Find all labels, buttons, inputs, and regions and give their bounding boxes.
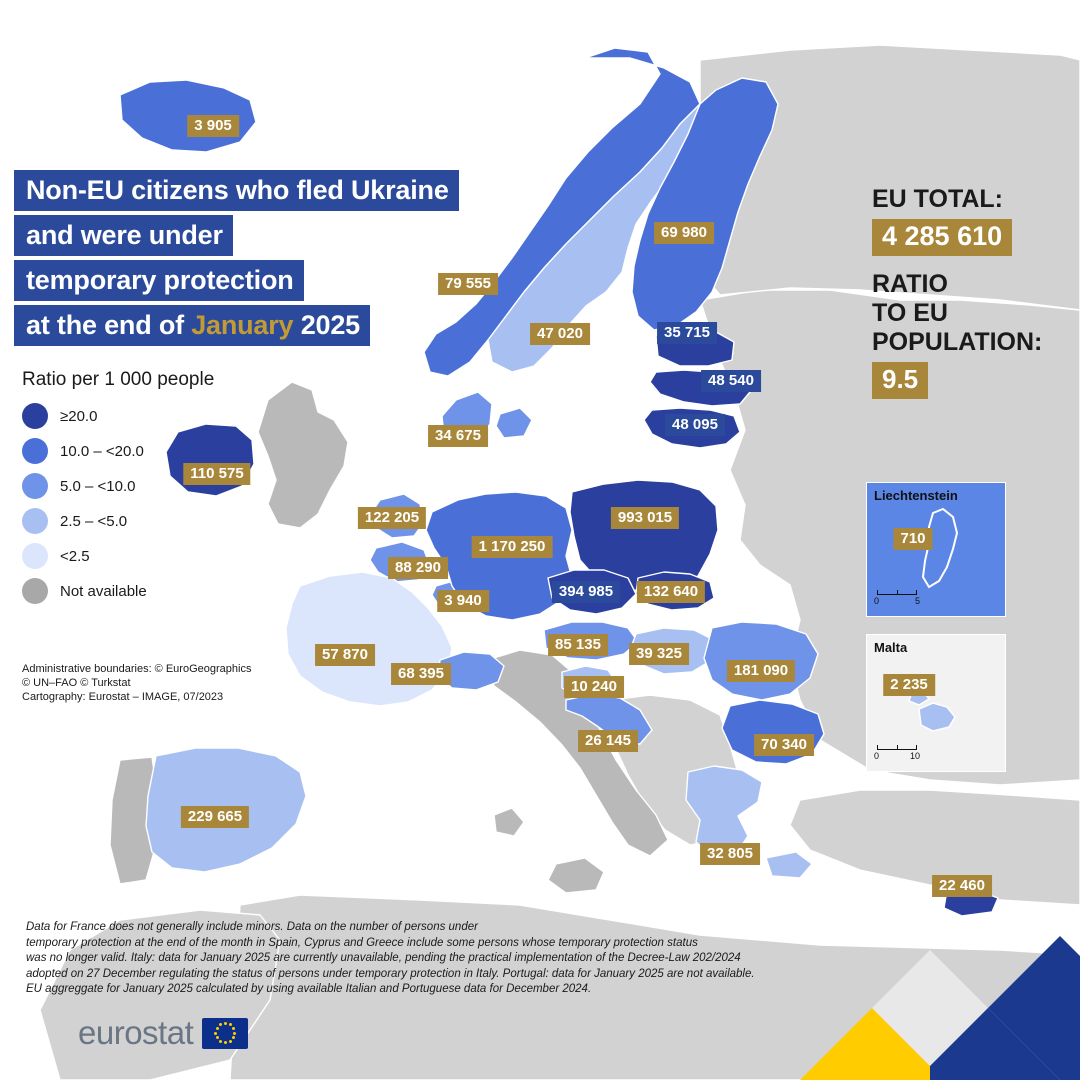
- legend-label-0: ≥20.0: [60, 407, 98, 425]
- title-line-3: temporary protection: [14, 260, 304, 301]
- bubble-hungary: 39 325: [629, 643, 689, 665]
- bubble-denmark: 34 675: [428, 425, 488, 447]
- bubble-spain: 229 665: [181, 806, 249, 828]
- ratio-value: 9.5: [872, 362, 928, 399]
- inset-liechtenstein: [866, 482, 1006, 617]
- legend-item-1: [22, 438, 272, 464]
- footnote: [26, 920, 826, 998]
- bubble-croatia: 26 145: [578, 730, 638, 752]
- legend-label-4: <2.5: [60, 547, 90, 565]
- title-block: [14, 170, 484, 350]
- bubble-greece: 32 805: [700, 843, 760, 865]
- bubble-norway: 79 555: [438, 273, 498, 295]
- scale-from: 0: [874, 596, 880, 606]
- inset-liechtenstein-label: Liechtenstein: [874, 488, 958, 503]
- bubble-luxembourg: 3 940: [437, 590, 489, 612]
- eu-total-label: EU TOTAL:: [872, 185, 1004, 213]
- eu-total-value: 4 285 610: [872, 219, 1012, 256]
- legend: [22, 368, 272, 613]
- legend-swatch-3: [22, 508, 48, 534]
- legend-title: Ratio per 1 000 people: [22, 369, 215, 390]
- legend-label-1: 10.0 – <20.0: [60, 442, 144, 460]
- bubble-slovenia: 10 240: [564, 676, 624, 698]
- credits: [22, 662, 352, 704]
- legend-swatch-0: [22, 403, 48, 429]
- footnote-line-3: was no longer valid. Italy: data for January 2025 are currently unavailable, pending the practical implementation of the Decree-Law 202/2024: [26, 952, 741, 964]
- legend-label-2: 5.0 – <10.0: [60, 477, 136, 495]
- bubble-lithuania: 48 095: [665, 414, 725, 436]
- title-line-2: and were under: [14, 215, 233, 256]
- legend-swatch-4: [22, 543, 48, 569]
- bubble-estonia: 35 715: [657, 322, 717, 344]
- footnote-line-1: Data for France does not generally include minors. Data on the number of persons under: [26, 921, 478, 933]
- title-line-1: Non-EU citizens who fled Ukraine: [14, 170, 459, 211]
- bubble-poland: 993 015: [611, 507, 679, 529]
- legend-swatch-5: [22, 578, 48, 604]
- credits-line-1: Administrative boundaries: © EuroGeographics: [22, 663, 252, 675]
- footnote-line-2: temporary protection at the end of the month in Spain, Cyprus and Greece include some persons whose temporary protection status: [26, 936, 698, 949]
- bubble-ireland: 110 575: [183, 463, 250, 485]
- footnote-line-4: adopted on 27 December regulating the status of persons under temporary protection in Italy. Portugal: data for January 2025 are not available.: [26, 967, 755, 980]
- eurostat-logo-text: eurostat: [78, 1014, 194, 1051]
- title-line-4: [14, 305, 370, 346]
- bubble-slovakia: 132 640: [637, 581, 705, 603]
- bubble-france: 57 870: [315, 644, 375, 666]
- bubble-bulgaria: 70 340: [754, 734, 814, 756]
- bubble-liechtenstein: 710: [893, 528, 932, 550]
- title-line-4-pre: at the end of: [26, 310, 184, 340]
- bubble-finland: 69 980: [654, 222, 714, 244]
- legend-label-3: 2.5 – <5.0: [60, 512, 128, 530]
- bubble-sweden: 47 020: [530, 323, 590, 345]
- legend-swatch-1: [22, 438, 48, 464]
- scale-to: 5: [914, 596, 920, 606]
- bubble-switzerland: 68 395: [391, 663, 451, 685]
- footnote-line-5: EU aggreggate for January 2025 calculated by using available Italian and Portuguese data for December 2024.: [26, 983, 592, 995]
- bubble-romania: 181 090: [727, 660, 795, 682]
- scale-from: 0: [874, 751, 880, 761]
- ratio-label-line1: RATIO: [872, 270, 948, 298]
- bubble-netherlands: 122 205: [358, 507, 426, 529]
- eu-flag-icon: [202, 1018, 248, 1049]
- legend-item-0: [22, 403, 272, 429]
- bubble-latvia: 48 540: [701, 370, 761, 392]
- legend-label-5: Not available: [60, 582, 147, 600]
- ratio-label-line2: TO EU: [872, 299, 948, 327]
- summary-stats: [872, 185, 1072, 413]
- eurostat-logo: [78, 1014, 248, 1052]
- inset-malta: [866, 634, 1006, 772]
- ratio-label-line3: POPULATION:: [872, 328, 1043, 356]
- title-year: 2025: [300, 310, 360, 340]
- inset-malta-label: Malta: [874, 640, 908, 655]
- credits-line-3: Cartography: Eurostat – IMAGE, 07/2023: [22, 691, 224, 703]
- legend-item-5: [22, 578, 272, 604]
- bubble-czechia: 394 985: [552, 581, 620, 603]
- scale-to: 10: [909, 751, 920, 761]
- legend-item-2: [22, 473, 272, 499]
- legend-item-4: [22, 543, 272, 569]
- legend-item-3: [22, 508, 272, 534]
- legend-swatch-2: [22, 473, 48, 499]
- bubble-cyprus: 22 460: [932, 875, 992, 897]
- credits-line-2: © UN–FAO © Turkstat: [22, 677, 131, 689]
- bubble-austria: 85 135: [548, 634, 608, 656]
- inset-malta-scalebar: [874, 745, 920, 761]
- inset-liechtenstein-scalebar: [874, 590, 920, 606]
- bubble-belgium: 88 290: [388, 557, 448, 579]
- title-month-highlight: January: [191, 310, 294, 340]
- bubble-germany: 1 170 250: [472, 536, 553, 558]
- bubble-malta: 2 235: [883, 674, 935, 696]
- bubble-iceland: 3 905: [187, 115, 239, 137]
